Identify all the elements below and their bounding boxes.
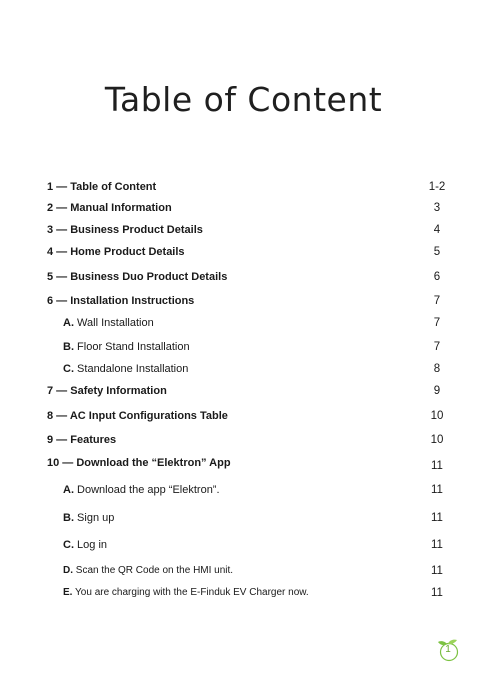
subentry-letter: D. bbox=[63, 565, 73, 576]
subentry-letter: B. bbox=[63, 341, 74, 353]
entry-number: 6 — bbox=[47, 295, 71, 307]
subentry-title: Scan the QR Code on the HMI unit. bbox=[73, 565, 234, 576]
entry-page: 7 bbox=[433, 341, 441, 353]
subentry-title: Wall Installation bbox=[74, 317, 154, 329]
entry-number: 3 — bbox=[47, 224, 71, 236]
entry-number: 8 — bbox=[47, 410, 70, 422]
entry-page: 1-2 bbox=[428, 181, 446, 193]
entry-page: 11 bbox=[431, 512, 443, 524]
page-title: Table of Content bbox=[104, 80, 383, 119]
toc-entry[interactable] bbox=[0, 220, 487, 240]
entry-title: AC Input Configurations Table bbox=[69, 410, 228, 422]
entry-title: Business Duo Product Details bbox=[70, 271, 228, 283]
toc-subentry[interactable] bbox=[0, 561, 487, 581]
subentry-title: Standalone Installation bbox=[74, 363, 189, 375]
toc-subentry[interactable] bbox=[0, 313, 487, 333]
toc-subentry[interactable] bbox=[0, 535, 487, 555]
subentry-letter: E. bbox=[63, 587, 73, 598]
entry-page: 10 bbox=[430, 434, 444, 446]
entry-title: Home Product Details bbox=[70, 246, 185, 258]
entry-number: 1 — bbox=[47, 181, 71, 193]
subentry-letter: C. bbox=[63, 539, 74, 551]
entry-page: 11 bbox=[431, 484, 443, 496]
entry-page: 11 bbox=[431, 460, 443, 472]
entry-page: 11 bbox=[431, 587, 443, 599]
page-number: 1 bbox=[445, 644, 451, 655]
toc-subentry[interactable] bbox=[0, 480, 487, 500]
toc-subentry[interactable] bbox=[0, 337, 487, 357]
entry-page: 9 bbox=[433, 385, 441, 397]
entry-title: Table of Content bbox=[70, 181, 157, 193]
toc-entry[interactable] bbox=[0, 430, 487, 450]
entry-title: Manual Information bbox=[70, 202, 172, 214]
subentry-title: Sign up bbox=[74, 512, 115, 524]
entry-number: 5 — bbox=[47, 271, 71, 283]
entry-number: 7 — bbox=[47, 385, 71, 397]
entry-number: 4 — bbox=[47, 246, 71, 258]
entry-title: Installation Instructions bbox=[70, 295, 195, 307]
subentry-title: Log in bbox=[74, 539, 108, 551]
toc-entry[interactable] bbox=[0, 177, 487, 197]
entry-title: Business Product Details bbox=[70, 224, 203, 236]
subentry-title: You are charging with the E-Finduk EV Charger now. bbox=[72, 587, 309, 598]
toc-entry[interactable] bbox=[0, 453, 487, 473]
toc-entry[interactable] bbox=[0, 406, 487, 426]
subentry-letter: B. bbox=[63, 512, 74, 524]
entry-page: 3 bbox=[433, 202, 441, 214]
entry-page: 5 bbox=[433, 246, 441, 258]
subentry-letter: A. bbox=[63, 317, 74, 329]
subentry-title: Download the app “Elektron”. bbox=[74, 484, 220, 496]
entry-title: Download the “Elektron” App bbox=[76, 457, 231, 469]
entry-title: Features bbox=[70, 434, 117, 446]
entry-page: 8 bbox=[433, 363, 441, 375]
toc-entry[interactable] bbox=[0, 198, 487, 218]
toc-entry[interactable] bbox=[0, 242, 487, 262]
entry-page: 7 bbox=[433, 295, 441, 307]
entry-page: 11 bbox=[431, 565, 443, 577]
entry-title: Safety Information bbox=[70, 385, 167, 397]
entry-number: 10 — bbox=[47, 457, 77, 469]
subentry-title: Floor Stand Installation bbox=[74, 341, 190, 353]
entry-page: 4 bbox=[433, 224, 441, 236]
toc-subentry[interactable] bbox=[0, 359, 487, 379]
toc-subentry[interactable] bbox=[0, 508, 487, 528]
entry-number: 2 — bbox=[47, 202, 71, 214]
subentry-letter: A. bbox=[63, 484, 74, 496]
subentry-letter: C. bbox=[63, 363, 74, 375]
entry-page: 11 bbox=[431, 539, 443, 551]
toc-entry[interactable] bbox=[0, 291, 487, 311]
entry-page: 10 bbox=[430, 410, 444, 422]
entry-page: 6 bbox=[433, 271, 441, 283]
toc-entry[interactable] bbox=[0, 267, 487, 287]
entry-page: 7 bbox=[433, 317, 441, 329]
toc-subentry[interactable] bbox=[0, 583, 487, 603]
toc-entry[interactable] bbox=[0, 381, 487, 401]
entry-number: 9 — bbox=[47, 434, 71, 446]
